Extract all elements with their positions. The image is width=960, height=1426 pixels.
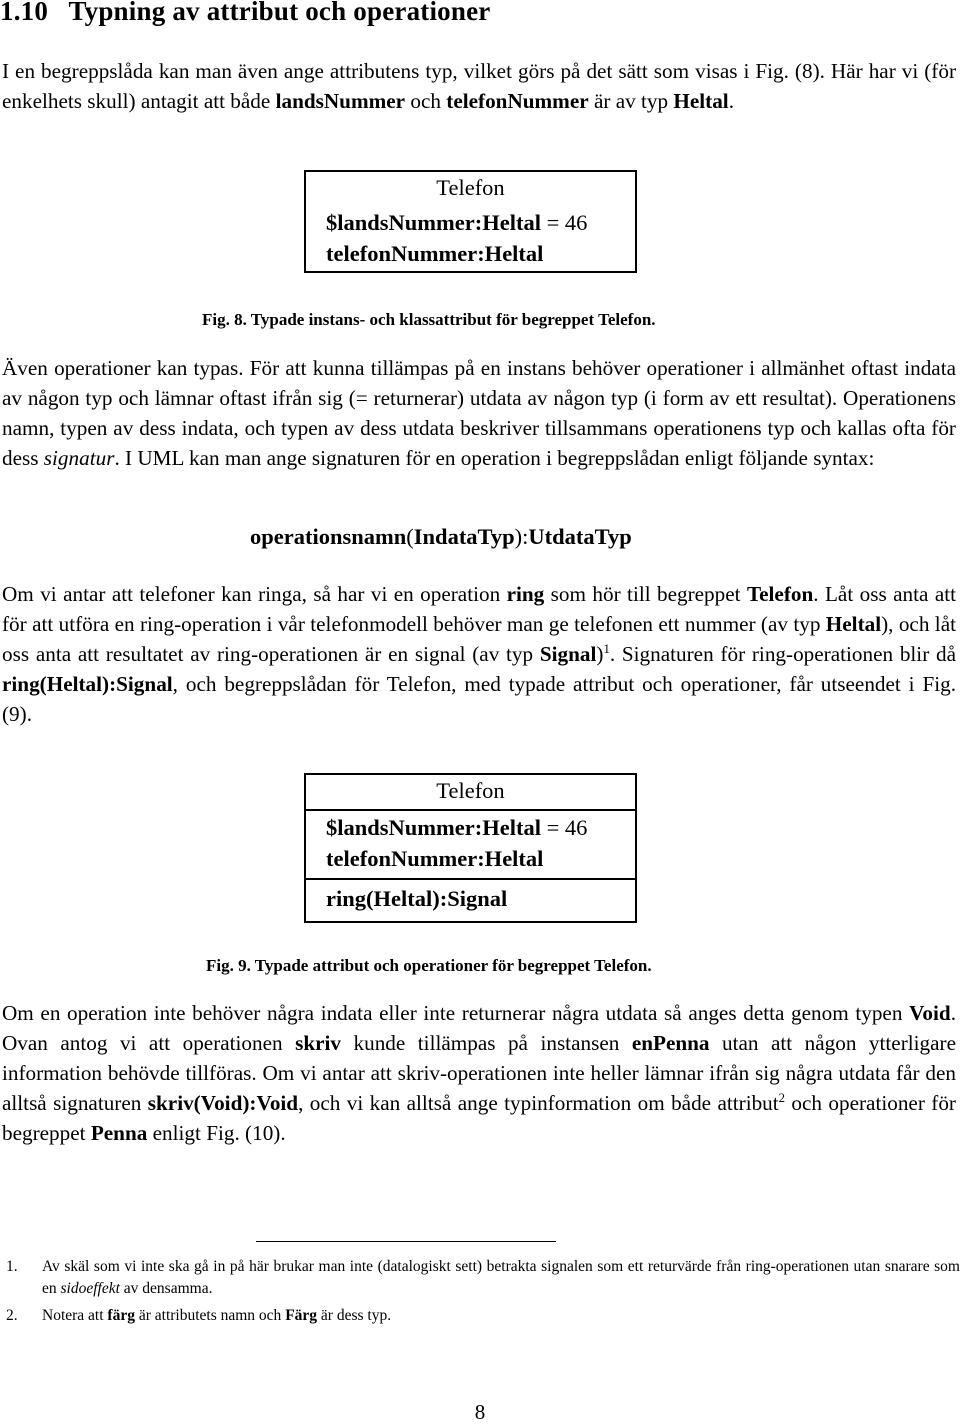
para4-text: Om en operation inte behöver några indata eller inte returnerar några utdata så anges detta genom typen [2, 1001, 910, 1025]
para4-bold-term: enPenna [631, 1031, 710, 1055]
footnote-text-part: av densamma. [119, 1280, 213, 1297]
operation-signature: ring(Heltal):Signal [326, 886, 508, 911]
para4-bold-term: Void [909, 1001, 951, 1025]
para1-text: I en begreppslåda kan man även ange attributens typ, vilket görs på det sätt som visas i Fig. (8). Här har vi (för enkelhets skull) antagit att både [2, 59, 956, 113]
section-heading [0, 0, 490, 27]
attribute-value: = 46 [540, 815, 588, 840]
para3-bold-term: Signal [539, 642, 597, 666]
para2-text: . I UML kan man ange signaturen för en operation i begreppslådan enligt följande syntax: [114, 446, 875, 470]
footnote-text-part: Av skäl som vi inte ska gå in på här brukar man inte (datalogiskt sett) betrakta signalen som ett returvärde från ring-operationen utan snarare som en [42, 1258, 960, 1297]
footnote-separator [256, 1241, 556, 1242]
para4-bold-term: skriv [295, 1031, 342, 1055]
syntax-part: IndataTyp [413, 524, 515, 549]
para2-italic-term: signatur [43, 446, 115, 470]
para3-text: . Låt oss anta att för att utföra en ring-operation i vår telefonmodell behöver man ge telefonen ett nummer (av typ [2, 582, 956, 636]
figure-caption: Fig. 9. Typade attribut och operationer för begreppet Telefon. [206, 956, 652, 975]
para3-text: Om vi antar att telefoner kan ringa, så har vi en operation [2, 582, 507, 606]
footnote-bold-term: Färg [285, 1307, 318, 1324]
instance-attribute [306, 238, 543, 270]
syntax-part: operationsnamn [250, 524, 407, 549]
signature-syntax [250, 524, 632, 550]
class-box-fig9 [304, 773, 637, 923]
para4-bold-term: skriv(Void):Void [147, 1091, 299, 1115]
para1-text: . [728, 89, 734, 113]
figure-caption: Fig. 8. Typade instans- och klassattribut för begreppet Telefon. [202, 310, 656, 329]
para3-text: . Signaturen för ring-operationen blir då [609, 642, 957, 666]
para4-text: utan att någon ytterligare information behövde tillföras. Om vi antar att skriv-operationen inte heller lämnar ifrån sig några utdata får den alltså signaturen [2, 1031, 956, 1115]
section-title: Typning av attribut och operationer [68, 0, 491, 26]
class-name: Telefon [436, 175, 505, 200]
footnote-bold-term: färg [107, 1307, 135, 1324]
page-number: 8 [474, 1400, 486, 1424]
syntax-part: ): [514, 524, 529, 549]
footnote-italic-term: sidoeffekt [60, 1280, 120, 1297]
para3-bold-term: Heltal [825, 612, 882, 636]
para4-text: . Ovan antog vi att operationen [2, 1001, 956, 1055]
syntax-part: UtdataTyp [528, 524, 632, 549]
instance-attribute [306, 843, 543, 875]
paragraph-1 [2, 56, 956, 116]
para2-text: Även operationer kan typas. För att kunna tillämpas på en instans behöver operationer i allmänhet oftast indata av någon typ och lämnar oftast ifrån sig (= returnerar) utdata av någon typ (i form av ett resultat). Operationens namn, typen av dess indata, och typen av dess utdata beskriver tillsammans operationens typ och kallas ofta för dess [2, 356, 956, 470]
para3-bold-term: ring(Heltal):Signal [2, 672, 173, 696]
footnote-ref[interactable]: 1 [603, 641, 610, 656]
para3-text: som hör till begreppet [544, 582, 747, 606]
syntax-part: ( [406, 524, 414, 549]
class-attribute [306, 812, 587, 844]
compartment-divider [306, 878, 635, 880]
footnote-ref[interactable]: 2 [778, 1090, 786, 1105]
attribute-name: telefonNummer:Heltal [326, 846, 544, 871]
para1-text: och [405, 89, 447, 113]
para4-bold-term: Penna [90, 1121, 148, 1145]
paragraph-3 [2, 579, 956, 729]
para3-text: ) [596, 642, 604, 666]
attribute-name: $landsNummer:Heltal [326, 815, 541, 840]
class-box-fig8 [304, 170, 637, 273]
para1-bold-term: Heltal [673, 89, 729, 113]
para3-bold-term: ring [506, 582, 545, 606]
para1-bold-term: landsNummer [275, 89, 406, 113]
footnote-text-part: Notera att [42, 1307, 108, 1324]
para3-text: ), och låt oss anta att resultatet av ring-operationen är en signal (av typ [2, 612, 956, 666]
footnote-number: 1. [6, 1258, 18, 1275]
class-name: Telefon [436, 778, 505, 803]
paragraph-4 [2, 998, 956, 1148]
para4-text: och operationer för begreppet [2, 1091, 956, 1145]
para4-text: kunde tillämpas på instansen [341, 1031, 632, 1055]
paragraph-2 [2, 353, 956, 473]
attribute-value: = 46 [540, 210, 588, 235]
footnote-number: 2. [6, 1307, 18, 1324]
operation [306, 883, 507, 915]
footnote [6, 1256, 960, 1300]
footnote [6, 1305, 960, 1327]
footnote-text [42, 1305, 960, 1327]
attribute-name: telefonNummer:Heltal [326, 241, 544, 266]
class-attribute [306, 207, 587, 239]
compartment-divider [306, 809, 635, 811]
section-number: 1.10 [0, 0, 49, 26]
footnote-text-part: är dess typ. [317, 1307, 392, 1324]
para1-bold-term: telefonNummer [446, 89, 589, 113]
footnote-text-part: är attributets namn och [134, 1307, 286, 1324]
para3-text: , och begreppslådan för Telefon, med typade attribut och operationer, får utseendet i Fig. (9). [2, 672, 956, 726]
footnote-text [42, 1256, 960, 1300]
para4-text: enligt Fig. (10). [147, 1121, 286, 1145]
para3-bold-term: Telefon [746, 582, 814, 606]
para1-text: är av typ [588, 89, 674, 113]
attribute-name: $landsNummer:Heltal [326, 210, 541, 235]
para4-text: , och vi kan alltså ange typinformation om både attribut [298, 1091, 779, 1115]
